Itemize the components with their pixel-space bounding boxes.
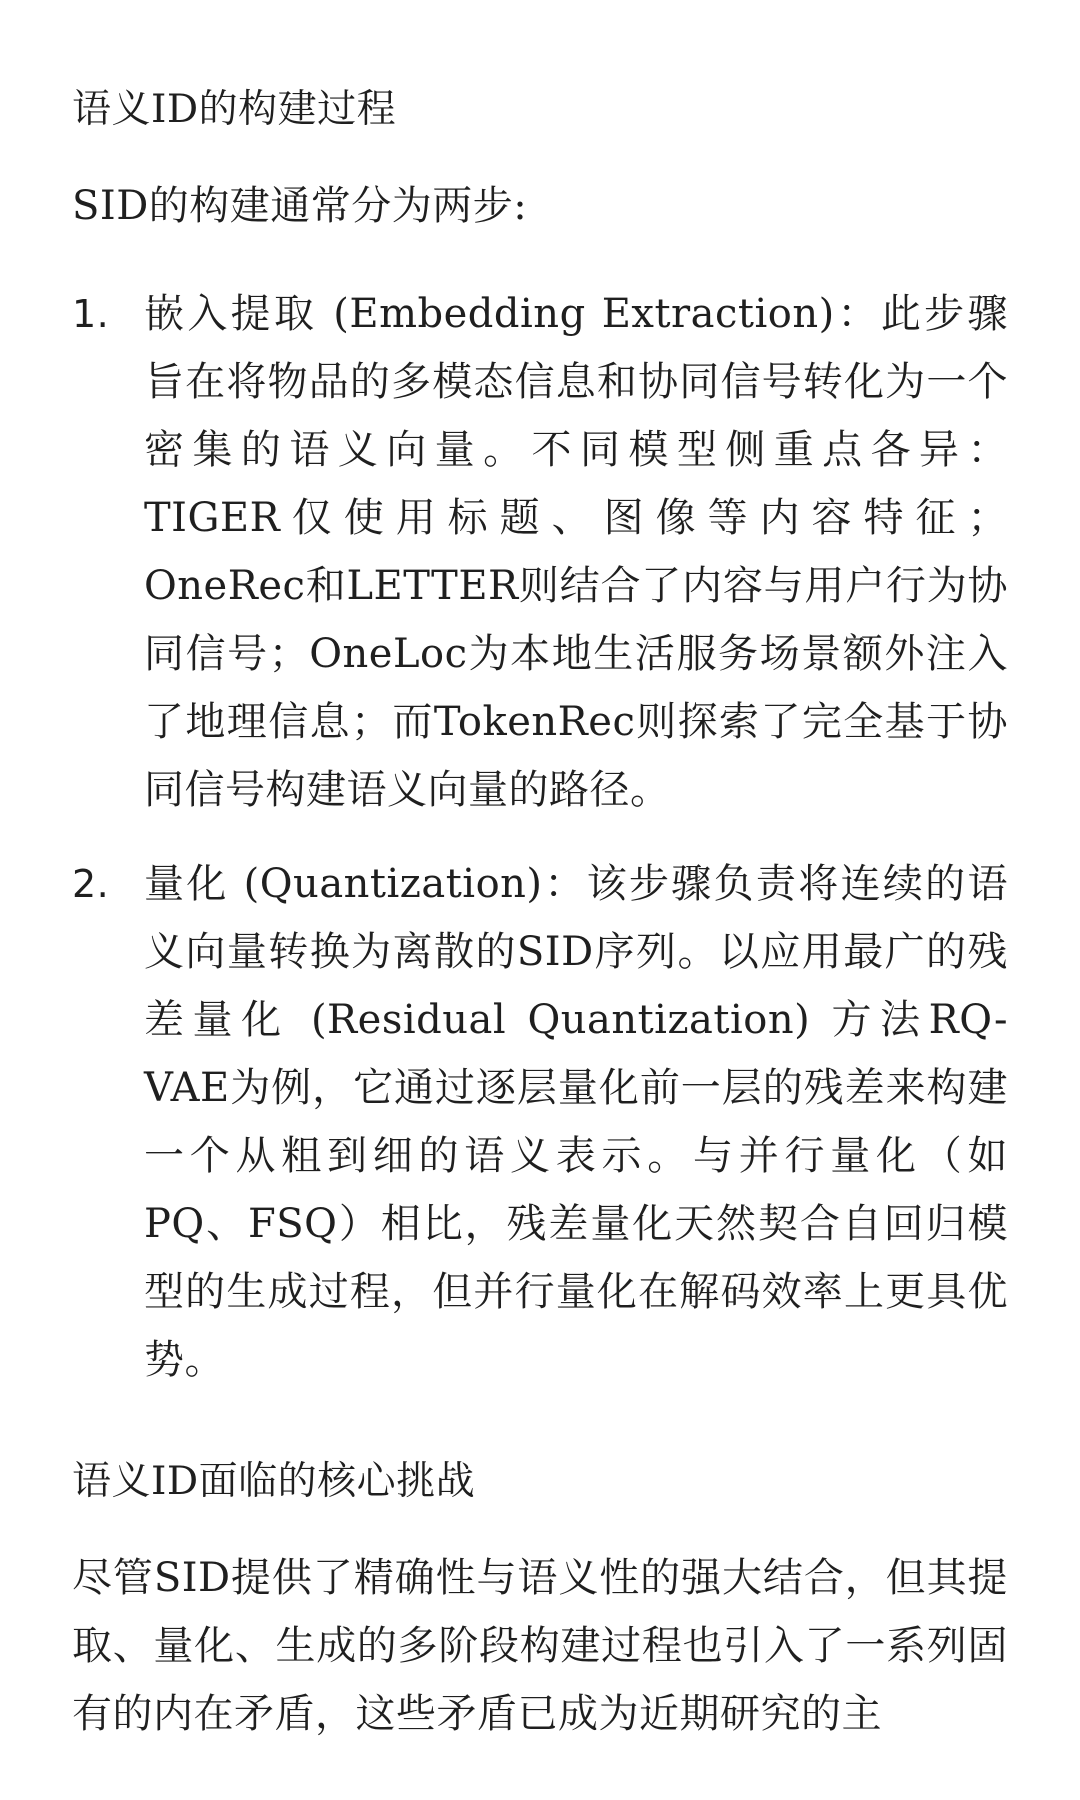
list-item-text: 嵌入提取 (Embedding Extraction)：此步骤旨在将物品的多模态信息和协同信号转化为一个密集的语义向量。不同模型侧重点各异：TIGER仅使用标题、图像等内容特征；OneRec和LETTER则结合了内容与用户行为协同信号；OneLoc为本地生活服务场景额外注入了地理信息；而TokenRec则探索了完全基于协同信号构建语义向量的路径。 xyxy=(144,291,1008,813)
list-item xyxy=(72,850,1008,1394)
list-item xyxy=(72,280,1008,824)
steps-list xyxy=(72,280,1008,1394)
construction-intro: SID的构建通常分为两步: xyxy=(72,183,528,229)
challenges-paragraph: 尽管SID提供了精确性与语义性的强大结合，但其提取、量化、生成的多阶段构建过程也引入了一系列固有的内在矛盾，这些矛盾已成为近期研究的主 xyxy=(72,1555,1008,1737)
list-item-text: 量化 (Quantization)：该步骤负责将连续的语义向量转换为离散的SID序列。以应用最广的残差量化 (Residual Quantization) 方法RQ-VAE为例，它通过逐层量化前一层的残差来构建一个从粗到细的语义表示。与并行量化（如PQ、FSQ）相比，残差量化天然契合自回归模型的生成过程，但并行量化在解码效率上更具优势。 xyxy=(144,861,1008,1383)
section-title-challenges: 语义ID面临的核心挑战 xyxy=(72,1459,476,1504)
list-item-number: 2. xyxy=(72,862,110,906)
section-title-construction: 语义ID的构建过程 xyxy=(72,87,397,132)
list-item-number: 1. xyxy=(72,292,110,336)
